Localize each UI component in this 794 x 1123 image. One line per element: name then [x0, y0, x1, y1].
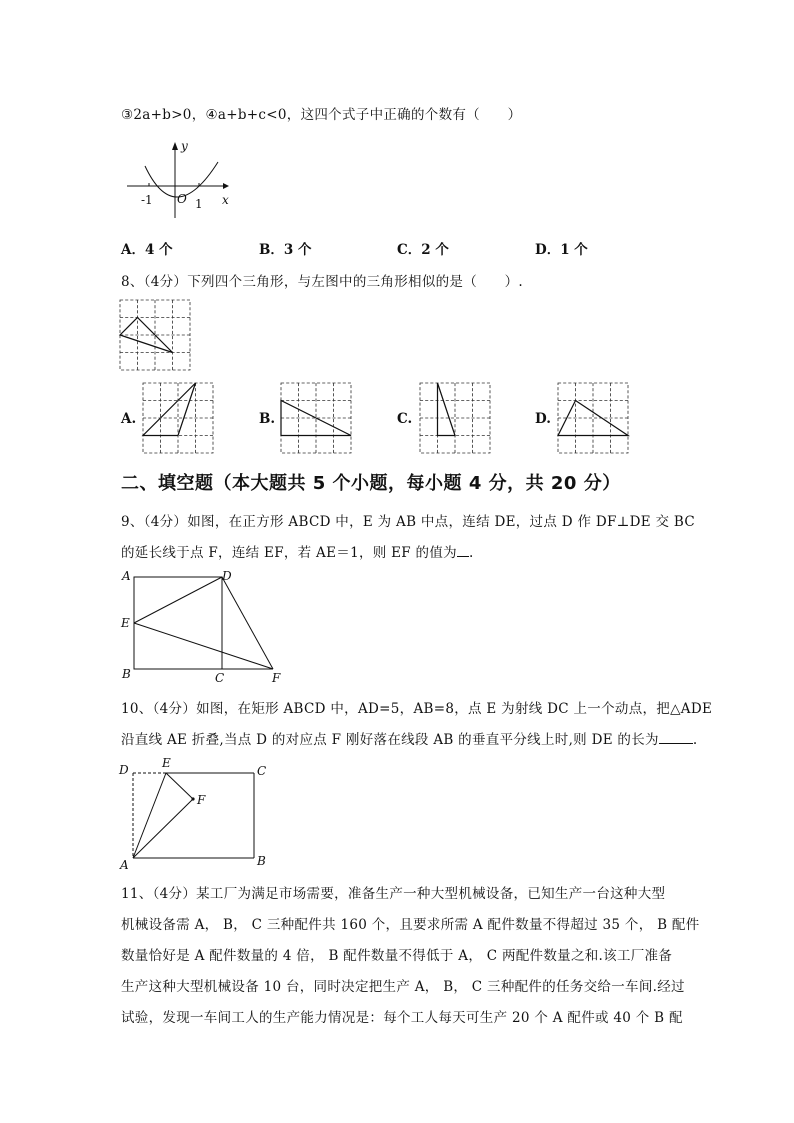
- q9-line-1: 9、（4分）如图，在正方形 ABCD 中，E 为 AB 中点，连结 DE，过点 D 作 DF⊥DE 交 BC: [121, 514, 695, 530]
- q11-line-2: 机械设备需 A， B， C 三种配件共 160 个，且要求所需 A 配件数量不得超过 35 个， B 配件: [121, 917, 700, 933]
- q9-line-2-end: .: [468, 545, 474, 561]
- q9-line-2: [121, 541, 474, 561]
- q10-segment-ef: [166, 773, 193, 799]
- q9-line-2-text: 的延长线于点 F，连结 EF，若 AE＝1，则 EF 的值为: [121, 545, 457, 561]
- q9-label-b: B: [122, 667, 131, 681]
- q7-stem: ③2a+b>0，④a+b+c<0，这四个式子中正确的个数有（ ）: [121, 107, 522, 123]
- q11-line-3: 数量恰好是 A 配件数量的 4 倍， B 配件数量不得低于 A， C 两配件数量之和.该工厂准备: [121, 948, 673, 964]
- q9-label-e: E: [121, 616, 130, 630]
- q10-label-a: A: [120, 858, 129, 872]
- q7-option-a: A．4 个: [121, 242, 173, 258]
- q9-square-abcd: [134, 577, 222, 669]
- section-2-title: 二、填空题（本大题共 5 个小题，每小题 4 分，共 20 分）: [121, 473, 621, 494]
- q10-point-f: [191, 797, 194, 800]
- q7-option-d: D．1 个: [535, 242, 588, 258]
- q10-label-f: F: [197, 793, 206, 807]
- q9-label-d: D: [222, 569, 232, 583]
- q9-segment-de: [134, 577, 222, 623]
- q9-square-figure: [118, 568, 288, 683]
- q9-answer-blank[interactable]: [457, 544, 469, 557]
- q7-option-c: C．2 个: [397, 242, 449, 258]
- q7-origin-label: O: [177, 192, 187, 206]
- q10-label-c: C: [257, 764, 267, 778]
- q9-label-f: F: [272, 671, 281, 685]
- q8-option-a-grid: [143, 383, 213, 453]
- q9-label-a: A: [122, 569, 131, 583]
- q8-option-a-triangle: [143, 383, 196, 436]
- q7-x-label: x: [222, 193, 229, 207]
- q10-answer-blank[interactable]: [659, 731, 693, 744]
- q9-segment-df: [222, 577, 273, 669]
- q10-label-b: B: [257, 854, 266, 868]
- q8-option-c-letter: C.: [397, 411, 413, 427]
- q8-option-c-triangle: [438, 383, 456, 436]
- q7-y-label: y: [181, 139, 188, 153]
- q7-option-b: B．3 个: [259, 242, 312, 258]
- q10-line-1: 10、（4分）如图，在矩形 ABCD 中，AD=5，AB=8，点 E 为射线 DC 上一个动点，把△ADE: [121, 701, 713, 717]
- q11-line-4: 生产这种大型机械设备 10 台，同时决定把生产 A， B， C 三种配件的任务交给一车间.经过: [121, 979, 685, 995]
- q8-reference-grid: [120, 300, 190, 370]
- q10-label-d: D: [119, 763, 129, 777]
- q8-option-b-letter: B.: [259, 411, 276, 427]
- q9-segment-ef: [134, 623, 273, 669]
- q7-x-arrow: [223, 183, 229, 189]
- q10-line-2-text: 沿直线 AE 折叠,当点 D 的对应点 F 刚好落在线段 AB 的垂直平分线上时,则 DE 的长为: [121, 732, 659, 748]
- q8-stem: 8、（4分）下列四个三角形，与左图中的三角形相似的是（ ）.: [121, 274, 524, 290]
- q7-tick-pos-label: 1: [195, 197, 203, 211]
- q10-segment-ae: [133, 773, 166, 858]
- q8-option-d-grid: [558, 383, 628, 453]
- q7-y-arrow: [172, 142, 178, 150]
- q10-segment-af: [133, 799, 193, 858]
- q10-rectangle-figure: [116, 756, 276, 872]
- q10-line-2-end: .: [692, 732, 698, 748]
- q9-label-c: C: [215, 671, 225, 685]
- q8-option-b-grid: [281, 383, 351, 453]
- q7-parabola-figure: [125, 140, 245, 220]
- q10-line-2: [121, 728, 697, 748]
- q7-tick-neg-label: -1: [141, 193, 153, 207]
- q11-line-1: 11、（4分）某工厂为满足市场需要，准备生产一种大型机械设备，已知生产一台这种大型: [121, 886, 666, 902]
- q11-line-5: 试验，发现一车间工人的生产能力情况是：每个工人每天可生产 20 个 A 配件或 40 个 B 配: [121, 1010, 683, 1026]
- q8-option-a-letter: A.: [121, 411, 137, 427]
- q8-option-d-letter: D.: [535, 411, 551, 427]
- q10-label-e: E: [162, 756, 171, 770]
- q8-option-c-grid: [420, 383, 490, 453]
